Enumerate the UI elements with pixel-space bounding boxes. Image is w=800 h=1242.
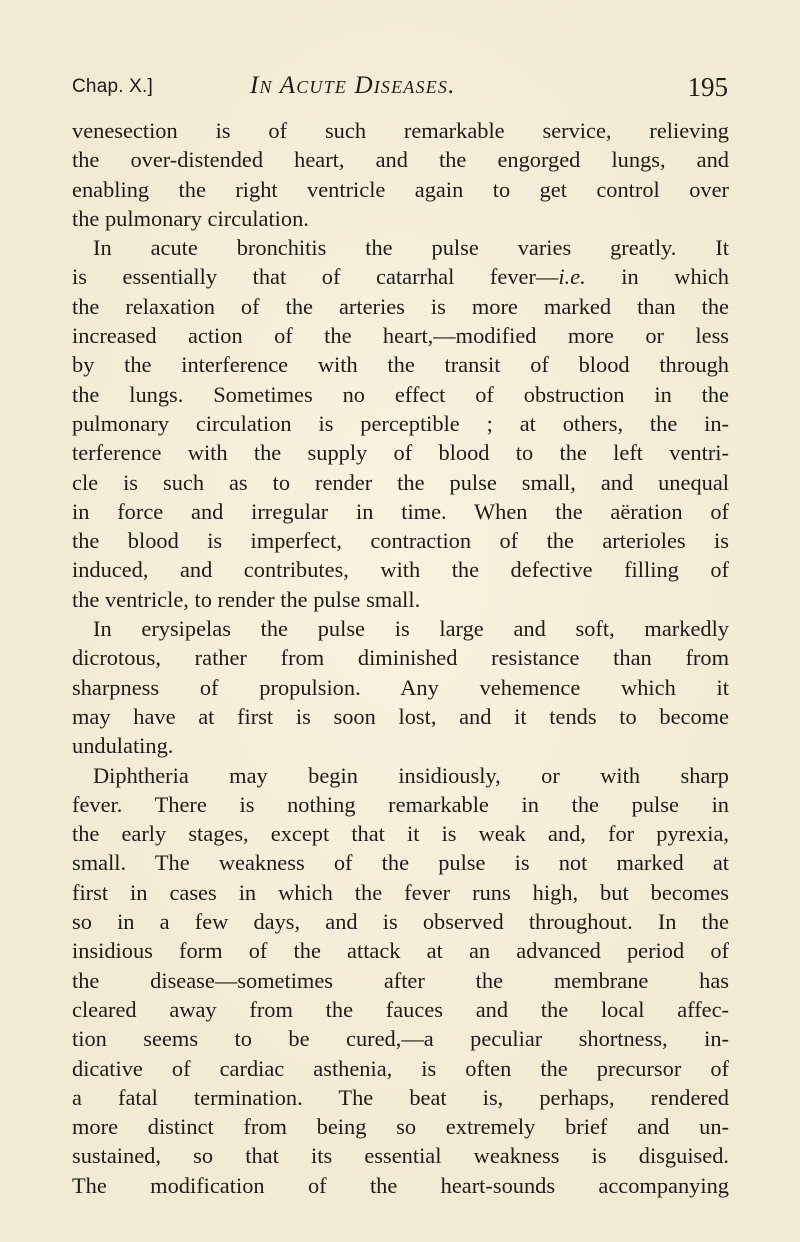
text-line: the early stages, except that it is weak and, for pyrexia, [72, 821, 729, 847]
text-line: terference with the supply of blood to the left ventri- [72, 440, 729, 466]
paragraph-start-line: In acute bronchitis the pulse varies greatly. It [93, 235, 729, 261]
text-line: The modification of the heart-sounds accompanying [72, 1172, 729, 1198]
text-line: dicative of cardiac asthenia, is often the precursor of [72, 1055, 729, 1081]
running-title: In Acute Diseases. [250, 72, 456, 99]
text-line: undulating. [72, 733, 174, 759]
line-part: in which [585, 264, 729, 290]
text-line: sustained, so that its essential weakness is disguised. [72, 1143, 729, 1169]
text-line: increased action of the heart,—modified more or less [72, 323, 729, 349]
text-line: by the interference with the transit of blood through [72, 352, 729, 378]
text-line: pulmonary circulation is perceptible ; at others, the in- [72, 410, 729, 436]
text-line: the disease—sometimes after the membrane has [72, 967, 729, 993]
text-line: first in cases in which the fever runs high, but becomes [72, 879, 729, 905]
text-line: sharpness of propulsion. Any vehemence which it [72, 674, 729, 700]
paragraph-start-line: Diphtheria may begin insidiously, or with sharp [93, 762, 729, 788]
text-line: in force and irregular in time. When the aëration of [72, 498, 729, 524]
text-line: the over-distended heart, and the engorged lungs, and [72, 147, 729, 173]
text-line: cle is such as to render the pulse small, and unequal [72, 469, 729, 495]
text-line: tion seems to be cured,—a peculiar shortness, in- [72, 1026, 729, 1052]
text-line: more distinct from being so extremely brief and un- [72, 1114, 729, 1140]
text-line: insidious form of the attack at an advanced period of [72, 938, 729, 964]
text-line: the relaxation of the arteries is more marked than the [72, 293, 729, 319]
text-line: the pulmonary circulation. [72, 205, 309, 231]
text-line [72, 262, 729, 291]
body-text [72, 116, 729, 1200]
text-line: a fatal termination. The beat is, perhaps, rendered [72, 1084, 729, 1110]
text-line: the lungs. Sometimes no effect of obstruction in the [72, 381, 729, 407]
text-line: small. The weakness of the pulse is not marked at [72, 850, 729, 876]
page-number: 195 [687, 72, 728, 102]
text-line: cleared away from the fauces and the local affec- [72, 996, 729, 1022]
text-line: venesection is of such remarkable service, relieving [72, 118, 729, 143]
line-part: is essentially that of catarrhal fever— [72, 264, 559, 290]
paragraph-start-line: In erysipelas the pulse is large and soft, markedly [93, 616, 729, 642]
text-line: so in a few days, and is observed throughout. In the [72, 909, 729, 935]
text-line: the blood is imperfect, contraction of the arterioles is [72, 528, 729, 554]
text-line: enabling the right ventricle again to get control over [72, 176, 729, 202]
text-line: dicrotous, rather from diminished resistance than from [72, 645, 729, 671]
italic-abbrev: i.e. [558, 264, 586, 290]
text-line: may have at first is soon lost, and it tends to become [72, 703, 729, 729]
chapter-label: Chap. X.] [72, 76, 154, 97]
running-head [72, 72, 728, 106]
text-line: the ventricle, to render the pulse small. [72, 586, 421, 612]
text-line: fever. There is nothing remarkable in the pulse in [72, 791, 729, 817]
text-line: induced, and contributes, with the defective filling of [72, 557, 729, 583]
